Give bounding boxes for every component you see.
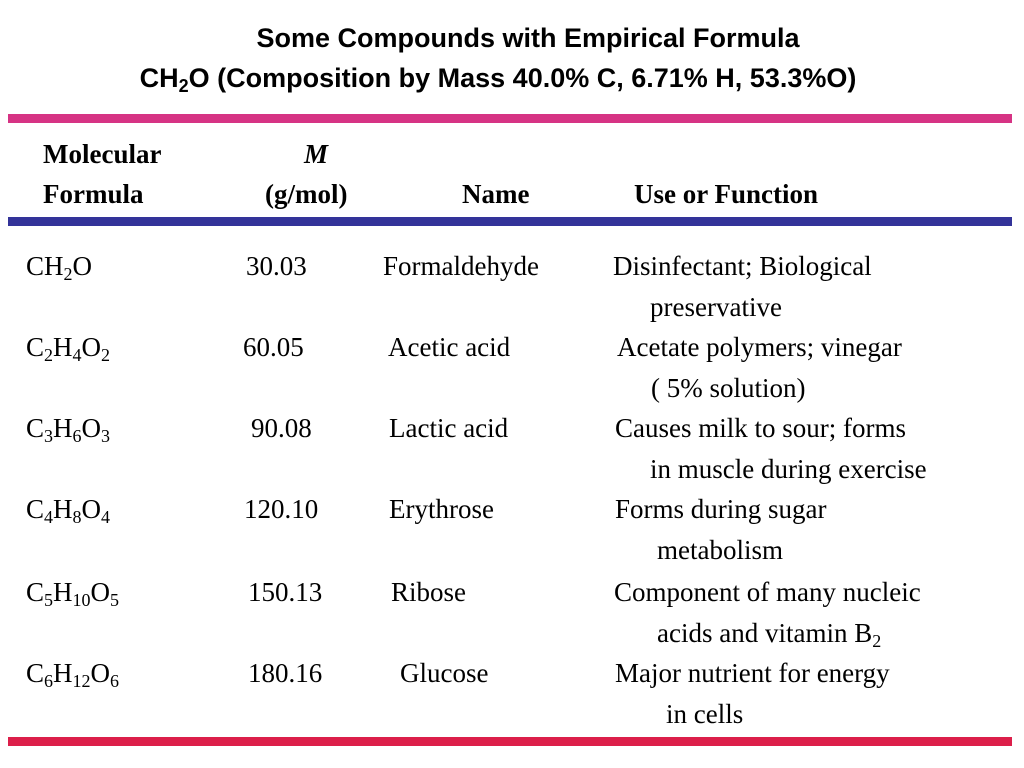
element-count: 6: [72, 426, 82, 446]
element-symbol: O: [90, 658, 111, 688]
element-symbol: O: [81, 494, 102, 524]
compound-name-cell: Erythrose: [389, 494, 494, 524]
title-formula-ch: CH: [139, 63, 179, 93]
use-cell-line-1: Forms during sugar: [615, 494, 827, 524]
use-cell-line-1: Disinfectant; Biological: [613, 251, 872, 281]
element-symbol: C: [26, 332, 45, 362]
element-symbol: C: [26, 413, 45, 443]
element-symbol: H: [53, 577, 73, 607]
vitamin-subscript: 2: [872, 631, 882, 651]
formula-cell: [26, 657, 119, 689]
element-symbol: H: [53, 332, 73, 362]
molar-mass-cell: 30.03: [246, 251, 307, 281]
title-line-2: [0, 62, 1010, 94]
molar-mass-cell: 90.08: [251, 413, 312, 443]
compound-name-cell: Glucose: [400, 658, 489, 688]
element-symbol: H: [53, 494, 73, 524]
element-symbol: H: [53, 658, 73, 688]
header-use: Use or Function: [634, 179, 819, 209]
element-symbol: C: [26, 494, 45, 524]
element-count: 4: [72, 345, 82, 365]
use-cell-line-2: metabolism: [657, 535, 783, 565]
molar-mass-cell: 150.13: [248, 577, 323, 607]
use-cell-line-2: in cells: [666, 699, 744, 729]
header-formula-line-2: Formula: [43, 179, 144, 209]
element-symbol: O: [81, 332, 102, 362]
molar-mass-cell: 120.10: [244, 494, 319, 524]
formula-cell: [26, 576, 119, 608]
formula-cell: [26, 412, 110, 444]
element-count: 8: [72, 507, 82, 527]
use-cell-line-2: in muscle during exercise: [650, 454, 927, 484]
header-mass-unit: (g/mol): [265, 179, 348, 209]
element-count: 2: [63, 264, 73, 284]
title-line-2-rest: O (Composition by Mass 40.0% C, 6.71% H, 53.3%O): [188, 63, 857, 93]
element-symbol: H: [53, 413, 73, 443]
element-count: 10: [72, 590, 91, 610]
compound-name-cell: Acetic acid: [388, 332, 511, 362]
molar-mass-cell: 60.05: [243, 332, 304, 362]
element-symbol: O: [72, 251, 93, 281]
element-count: 5: [110, 590, 120, 610]
formula-cell: [26, 331, 110, 363]
element-count: 3: [101, 426, 111, 446]
formula-cell: [26, 493, 110, 525]
use-cell-line-1: Major nutrient for energy: [615, 658, 890, 688]
header-name: Name: [462, 179, 530, 209]
compound-name-cell: Formaldehyde: [383, 251, 539, 281]
element-symbol: C: [26, 577, 45, 607]
element-count: 12: [72, 671, 91, 691]
element-symbol: O: [90, 577, 111, 607]
use-cell-line-1: Component of many nucleic: [614, 577, 921, 607]
title-formula-sub: 2: [178, 76, 189, 96]
element-count: 3: [44, 426, 54, 446]
divider-header: [8, 217, 1012, 226]
header-mass-symbol: M: [304, 139, 329, 169]
use-text: acids and vitamin B: [657, 618, 873, 648]
molar-mass-cell: 180.16: [248, 658, 323, 688]
compound-name-cell: Ribose: [391, 577, 467, 607]
element-count: 6: [44, 671, 54, 691]
element-count: 5: [44, 590, 54, 610]
header-formula-line-1: Molecular: [43, 139, 162, 169]
divider-top: [8, 114, 1012, 123]
element-count: 2: [101, 345, 111, 365]
title-line-1: Some Compounds with Empirical Formula: [256, 23, 800, 53]
element-count: 6: [110, 671, 120, 691]
element-count: 4: [101, 507, 111, 527]
element-symbol: C: [26, 658, 45, 688]
divider-bottom: [8, 737, 1012, 746]
formula-cell: [26, 250, 92, 282]
element-symbol: C: [26, 251, 45, 281]
element-symbol: O: [81, 413, 102, 443]
element-count: 4: [44, 507, 54, 527]
use-cell-line-2: ( 5% solution): [651, 373, 806, 403]
element-count: 2: [44, 345, 54, 365]
element-symbol: H: [44, 251, 64, 281]
use-cell-line-1: Causes milk to sour; forms: [615, 413, 906, 443]
use-cell-line-2: preservative: [650, 292, 782, 322]
use-cell-line-2: [657, 617, 881, 649]
compound-name-cell: Lactic acid: [389, 413, 509, 443]
use-cell-line-1: Acetate polymers; vinegar: [617, 332, 902, 362]
